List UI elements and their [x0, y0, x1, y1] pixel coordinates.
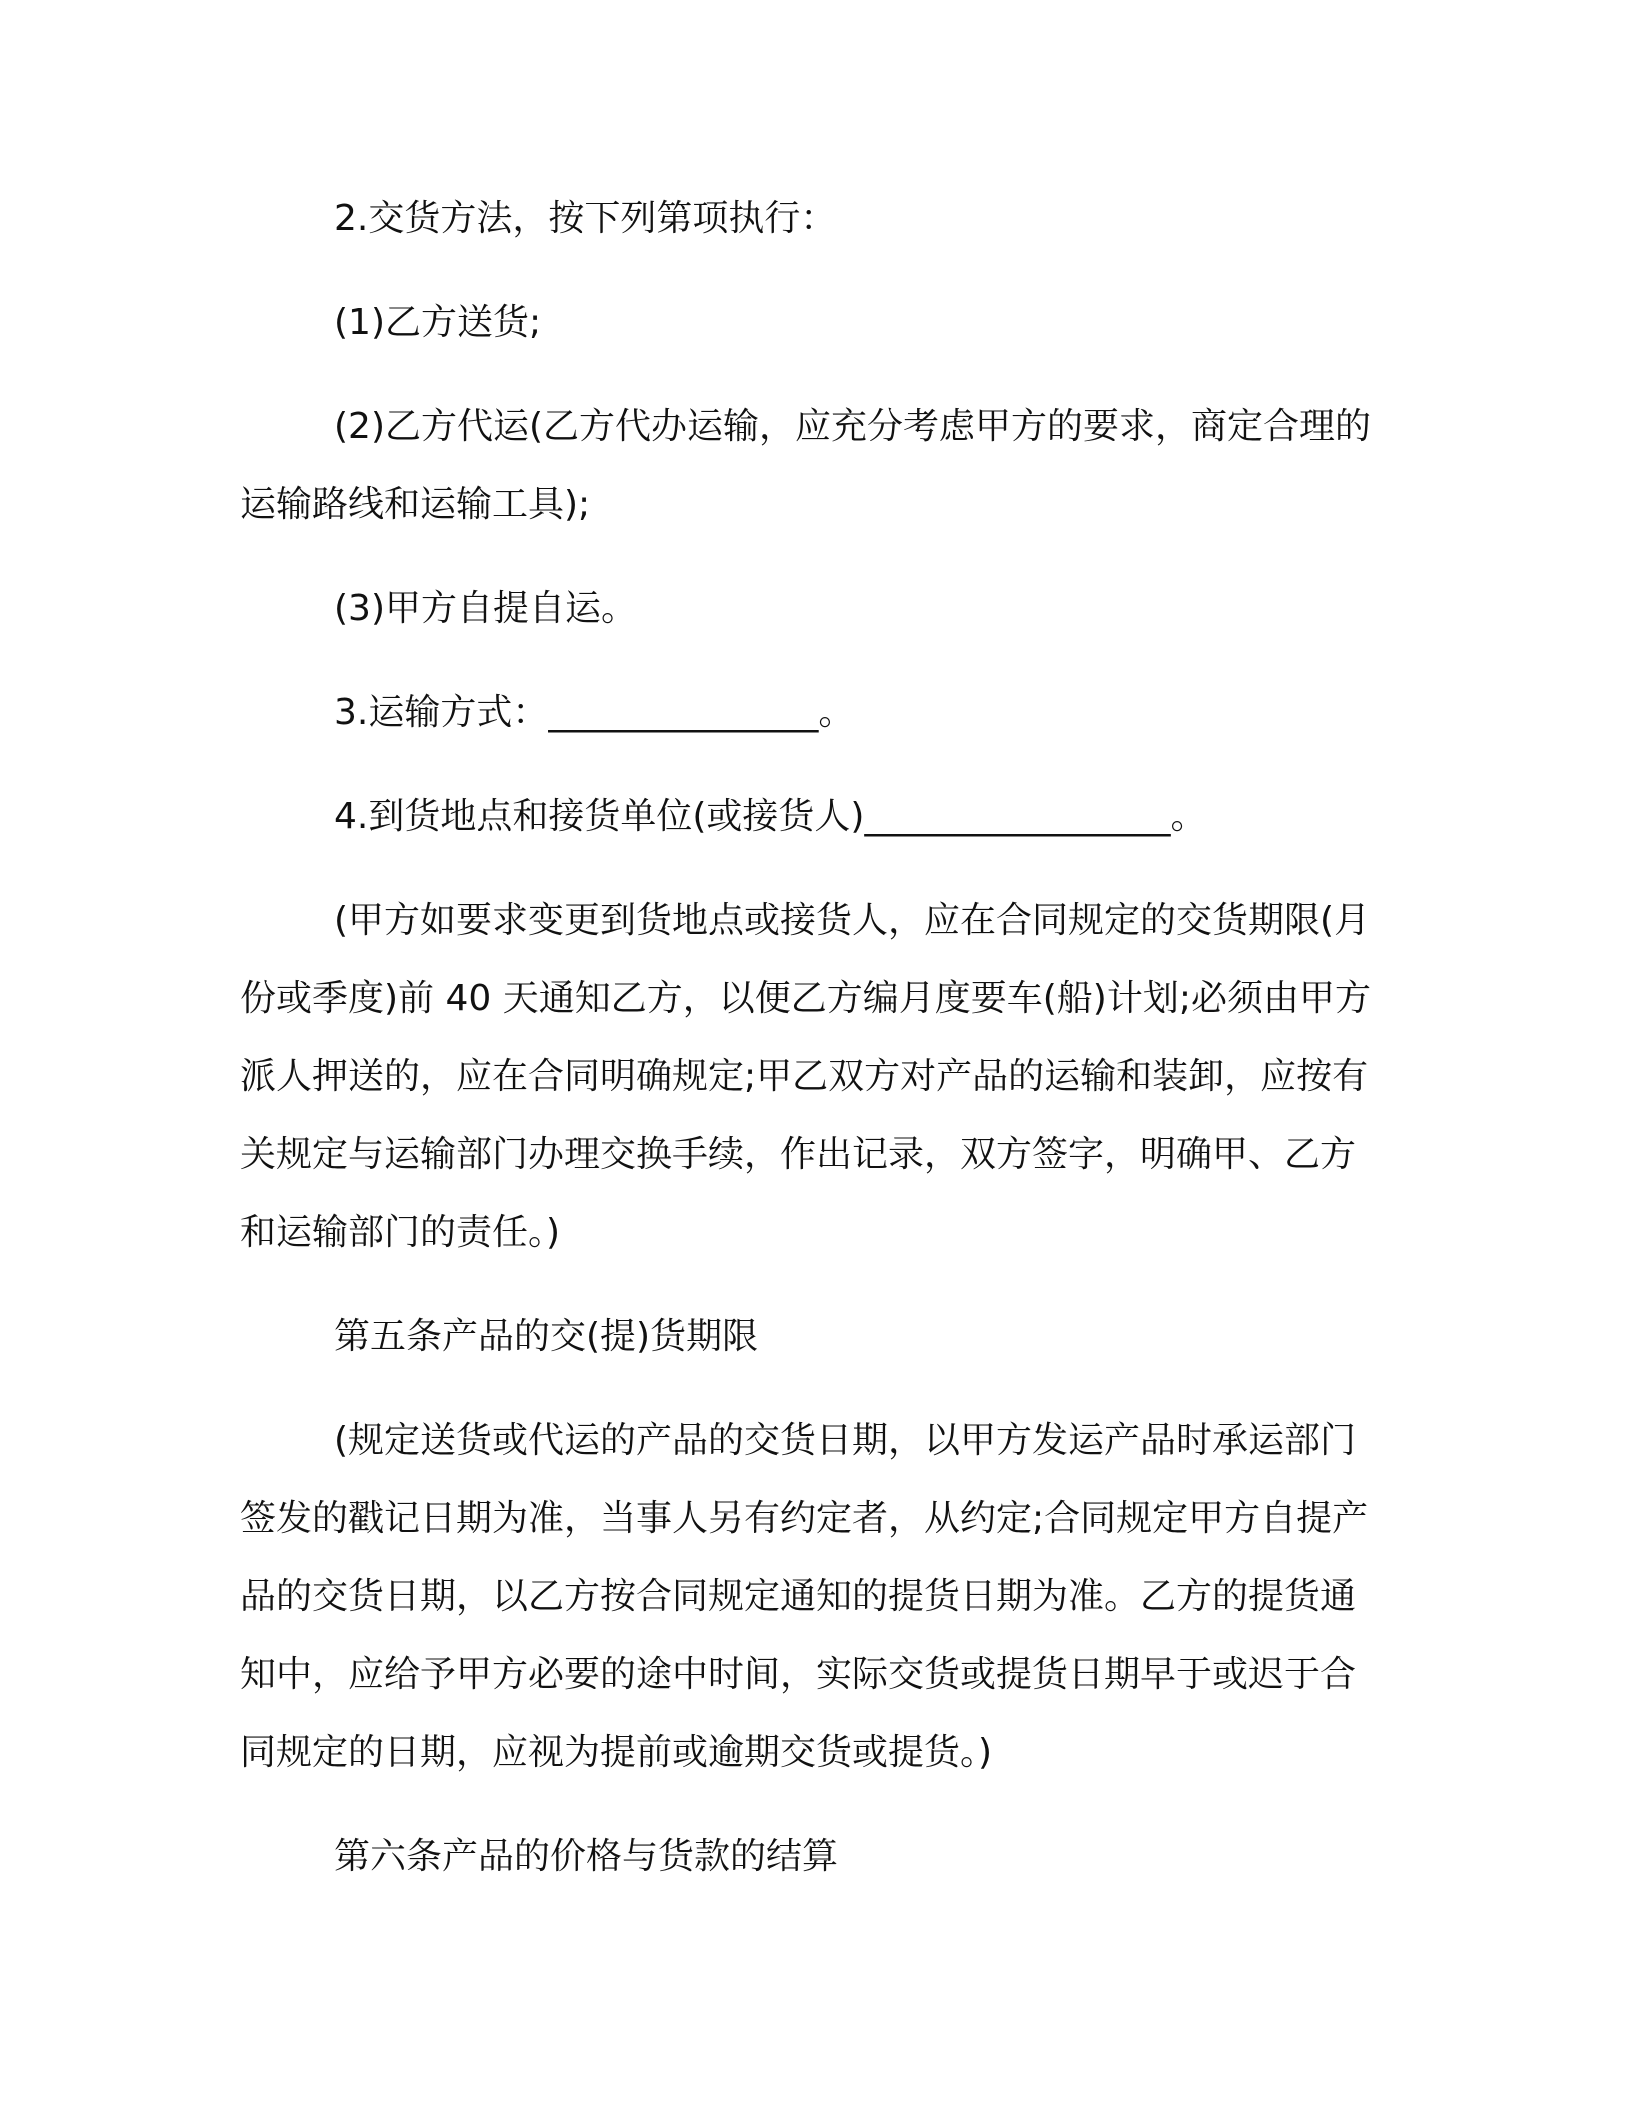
- paragraph-delivery-date-note: (规定送货或代运的产品的交货日期，以甲方发运产品时承运部门签发的戳记日期为准，当事人另有约定者，从约定;合同规定甲方自提产品的交货日期，以乙方按合同规定通知的提货日期为准。乙方的提货通知中，应给予甲方必要的途中时间，实际交货或提货日期早于或迟于合同规定的日期，应视为提前或逾期交货或提货。): [240, 1420, 1369, 1773]
- paragraph-transport-mode: 3.运输方式：_______________。: [334, 692, 855, 733]
- paragraph-change-note: (甲方如要求变更到货地点或接货人，应在合同规定的交货期限(月份或季度)前 40 天通知乙方，以便乙方编月度要车(船)计划;必须由甲方派人押送的，应在合同明确规定;甲乙双方对产品的运输和装卸，应按有关规定与运输部门办理交换手续，作出记录，双方签字，明确甲、乙方和运输部门的责任。): [240, 900, 1371, 1253]
- paragraph-destination: 4.到货地点和接货单位(或接货人)_________________。: [334, 796, 1207, 837]
- paragraph-option-1: (1)乙方送货;: [334, 302, 542, 343]
- document-body: [240, 180, 1380, 1922]
- paragraph-delivery-method: 2.交货方法，按下列第项执行：: [334, 198, 837, 239]
- heading-article-5: 第五条产品的交(提)货期限: [334, 1316, 759, 1357]
- heading-article-6: 第六条产品的价格与货款的结算: [334, 1836, 839, 1877]
- paragraph-option-2: (2)乙方代运(乙方代办运输，应充分考虑甲方的要求，商定合理的运输路线和运输工具);: [240, 406, 1372, 525]
- paragraph-option-3: (3)甲方自提自运。: [334, 588, 637, 629]
